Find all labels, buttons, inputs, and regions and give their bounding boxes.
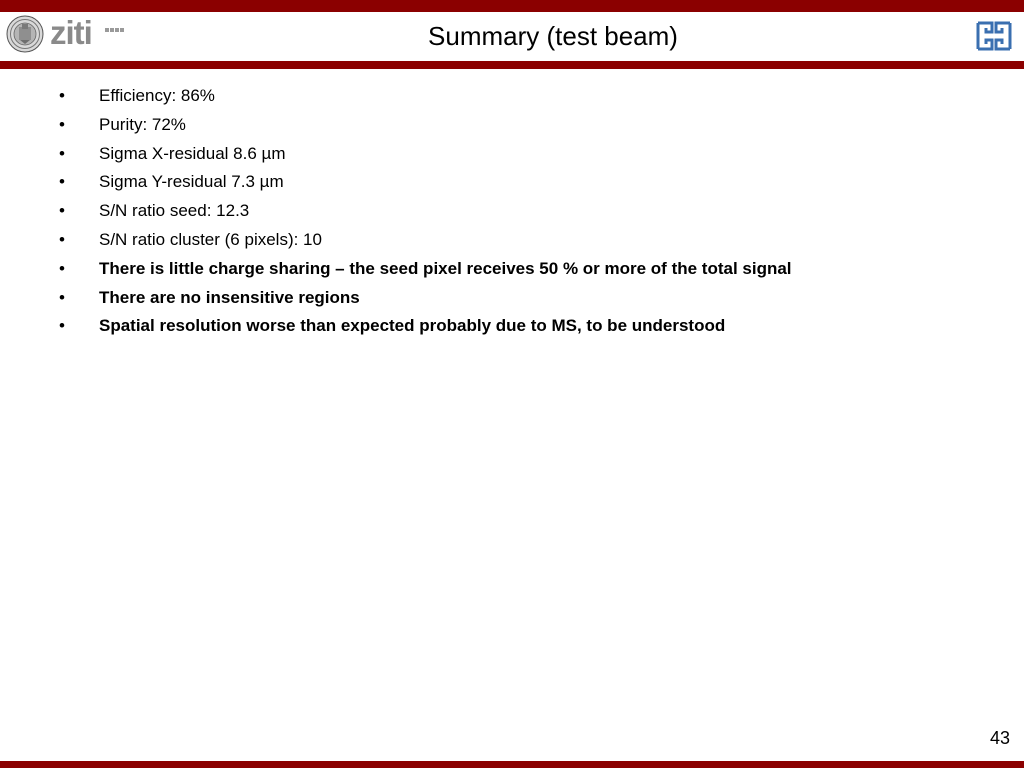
page-number: 43 xyxy=(989,728,1010,748)
bullet-text: S/N ratio seed: 12.3 xyxy=(99,201,250,221)
interlocking-logo-icon xyxy=(976,20,1012,52)
bullet-text: Efficiency: 86% xyxy=(99,86,215,105)
bullet-text: Sigma X-residual 8.6 µm xyxy=(99,143,286,163)
bullet-marker: • xyxy=(59,201,65,221)
header-accent-bar xyxy=(0,61,1024,69)
bullet-marker: • xyxy=(59,316,65,336)
bullet-marker: • xyxy=(59,143,65,163)
ziti-wordmark: ziti xyxy=(50,14,92,51)
bullet-marker: • xyxy=(59,287,65,307)
bullet-marker: • xyxy=(59,229,65,249)
slide-title: Summary (test beam) xyxy=(428,21,678,51)
bullet-text: There is little charge sharing – the seed pixel receives 50 % or more of the total signal xyxy=(99,258,792,278)
bullet-text: There are no insensitive regions xyxy=(99,287,360,307)
bullet-marker: • xyxy=(59,86,65,105)
bullet-text: Spatial resolution worse than expected probably due to MS, to be understood xyxy=(99,316,726,336)
bullet-marker: • xyxy=(59,172,65,192)
bullet-text: Sigma Y-residual 7.3 µm xyxy=(99,172,284,192)
top-accent-bar xyxy=(0,0,1024,12)
bullet-marker: • xyxy=(59,258,65,278)
bullet-text: S/N ratio cluster (6 pixels): 10 xyxy=(99,229,322,249)
bottom-accent-bar xyxy=(0,761,1024,768)
bullet-marker: • xyxy=(59,114,65,134)
bullet-text: Purity: 72% xyxy=(99,114,186,134)
